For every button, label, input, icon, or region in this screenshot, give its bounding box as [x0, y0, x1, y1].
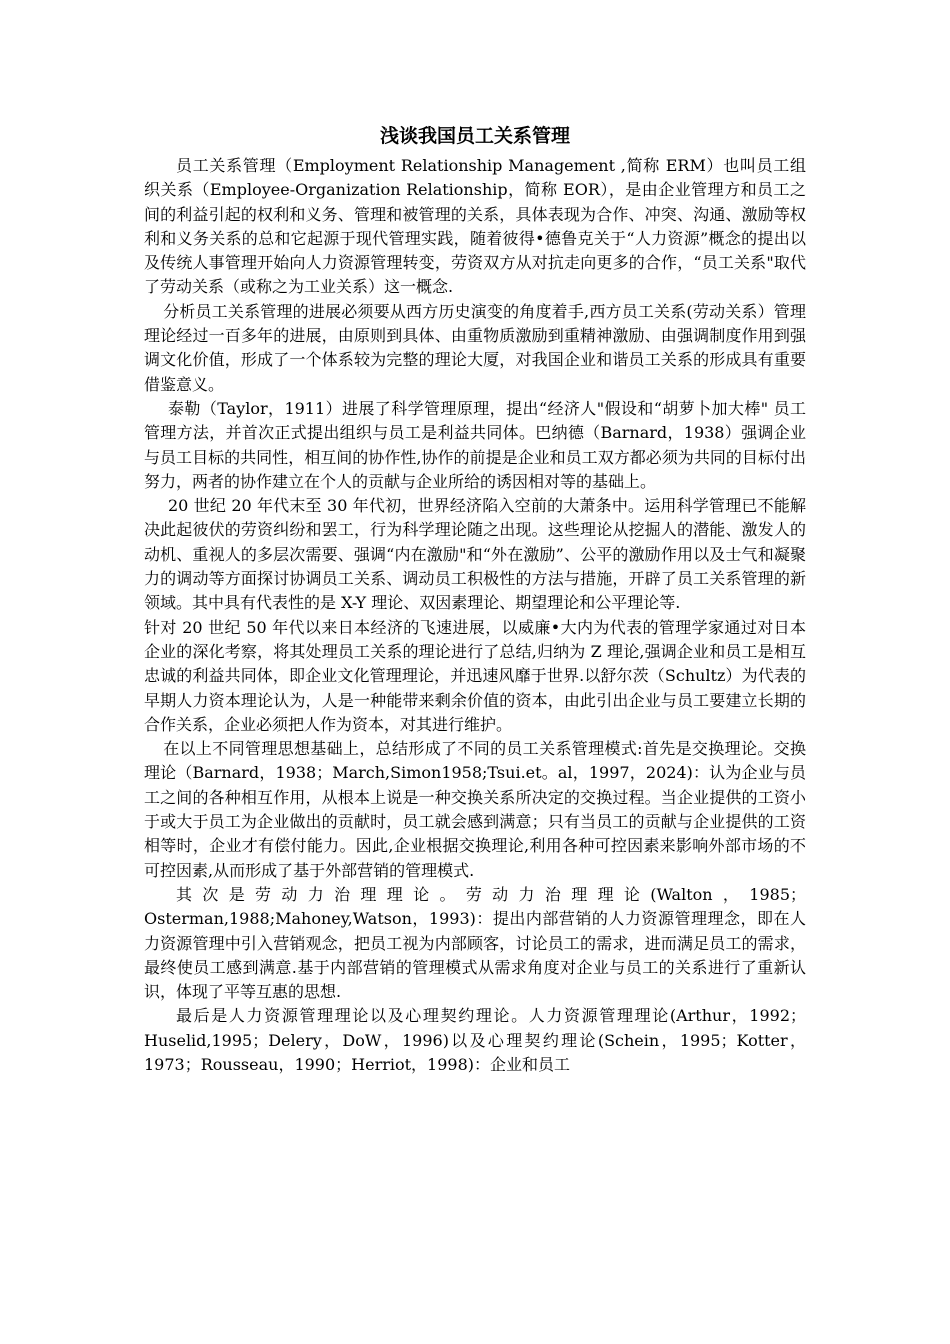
document-page [144, 118, 806, 1077]
paragraph-erm-definition: 员工关系管理（Employment Relationship Management ,简称 ERM）也叫员工组织关系（Employee-Organization Relationship，简称 EOR），是由企业管理方和员工之间的利益引起的权利和义务、管理和被管理的关系，具体表现为合作、冲突、沟通、激励等权利和义务关系的总和它起源于现代管理实践，随着彼得•德鲁克关于“人力资源”概念的提出以及传统人事管理开始向人力资源管理转变，劳资双方从对抗走向更多的合作，“员工关系"取代了劳动关系（或称之为工业关系）这一概念. [144, 156, 806, 297]
paragraph-labor-governance: 其次是劳动力治理理论。劳动力治理理论(Walton，1985；Osterman,1988;Mahoney,Watson，1993)：提出内部营销的人力资源管理理念，即在人力资源管理中引入营销观念，把员工视为内部顾客，讨论员工的需求，进而满足员工的需求，最终使员工感到满意.基于内部营销的管理模式从需求角度对企业与员工的关系进行了重新认识，体现了平等互惠的思想. [144, 884, 806, 1002]
paragraph-hrm-psychological-contract: 最后是人力资源管理理论以及心理契约理论。人力资源管理理论(Arthur，1992；Huselid,1995；Delery，DoW，1996)以及心理契约理论(Schein，1995；Kotter，1973；Rousseau，1990；Herriot，1998)：企业和员工 [144, 1006, 806, 1074]
document-title: 浅谈我国员工关系管理 [379, 125, 570, 147]
paragraph-theory-z: 针对 20 世纪 50 年代以来日本经济的飞速进展，以威廉•大内为代表的管理学家通过对日本企业的深化考察，将其处理员工关系的理论进行了总结,归纳为 Z 理论,强调企业和员工是相互忠诚的利益共同体，即企业文化管理理论，并迅速风靡于世界.以舒尔茨（Schultz）为代表的早期人力资本理论认为，人是一种能带来剩余价值的资本，由此引出企业与员工要建立长期的合作关系，企业必须把人作为资本，对其进行维护。 [144, 617, 806, 734]
paragraph-western-history: 分析员工关系管理的进展必须要从西方历史演变的角度着手,西方员工关系(劳动关系）管理理论经过一百多年的进展，由原则到具体、由重物质激励到重精神激励、由强调制度作用到强调文化价值，形成了一个体系较为完整的理论大厦，对我国企业和谐员工关系的形成具有重要借鉴意义。 [144, 301, 806, 394]
paragraph-taylor-barnard: 泰勒（Taylor，1911）进展了科学管理原理，提出“经济人"假设和“胡萝卜加大棒" 员工管理方法，并首次正式提出组织与员工是利益共同体。巴纳德（Barnard，1938）强调企业与员工目标的共同性，相互间的协作性,协作的前提是企业和员工双方都必须为共同的目标付出努力，两者的协作建立在个人的贡献与企业所给的诱因相对等的基础上。 [144, 398, 806, 491]
paragraph-behavioral-science: 20 世纪 20 年代末至 30 年代初，世界经济陷入空前的大萧条中。运用科学管理已不能解决此起彼伏的劳资纠纷和罢工，行为科学理论随之出现。这些理论从挖掘人的潜能、激发人的动机、重视人的多层次需要、强调“内在激励"和“外在激励”、公平的激励作用以及士气和凝聚力的调动等方面探讨协调员工关系、调动员工积极性的方法与措施，开辟了员工关系管理的新领域。其中具有代表性的是 X-Y 理论、双因素理论、期望理论和公平理论等. [144, 496, 806, 613]
paragraph-exchange-theory: 在以上不同管理思想基础上，总结形成了不同的员工关系管理模式:首先是交换理论。交换理论（Barnard，1938；March,Simon1958;Tsui.et。al，1997，2024)：认为企业与员工之间的各种相互作用，从根本上说是一种交换关系所决定的交换过程。当企业提供的工资小于或大于员工为企业做出的贡献时，员工就会感到满意；只有当员工的贡献与企业提供的工资相等时，企业才有偿付能力。因此,企业根据交换理论,利用各种可控因素来影响外部市场的不可控因素,从而形成了基于外部营销的管理模式. [144, 739, 806, 880]
